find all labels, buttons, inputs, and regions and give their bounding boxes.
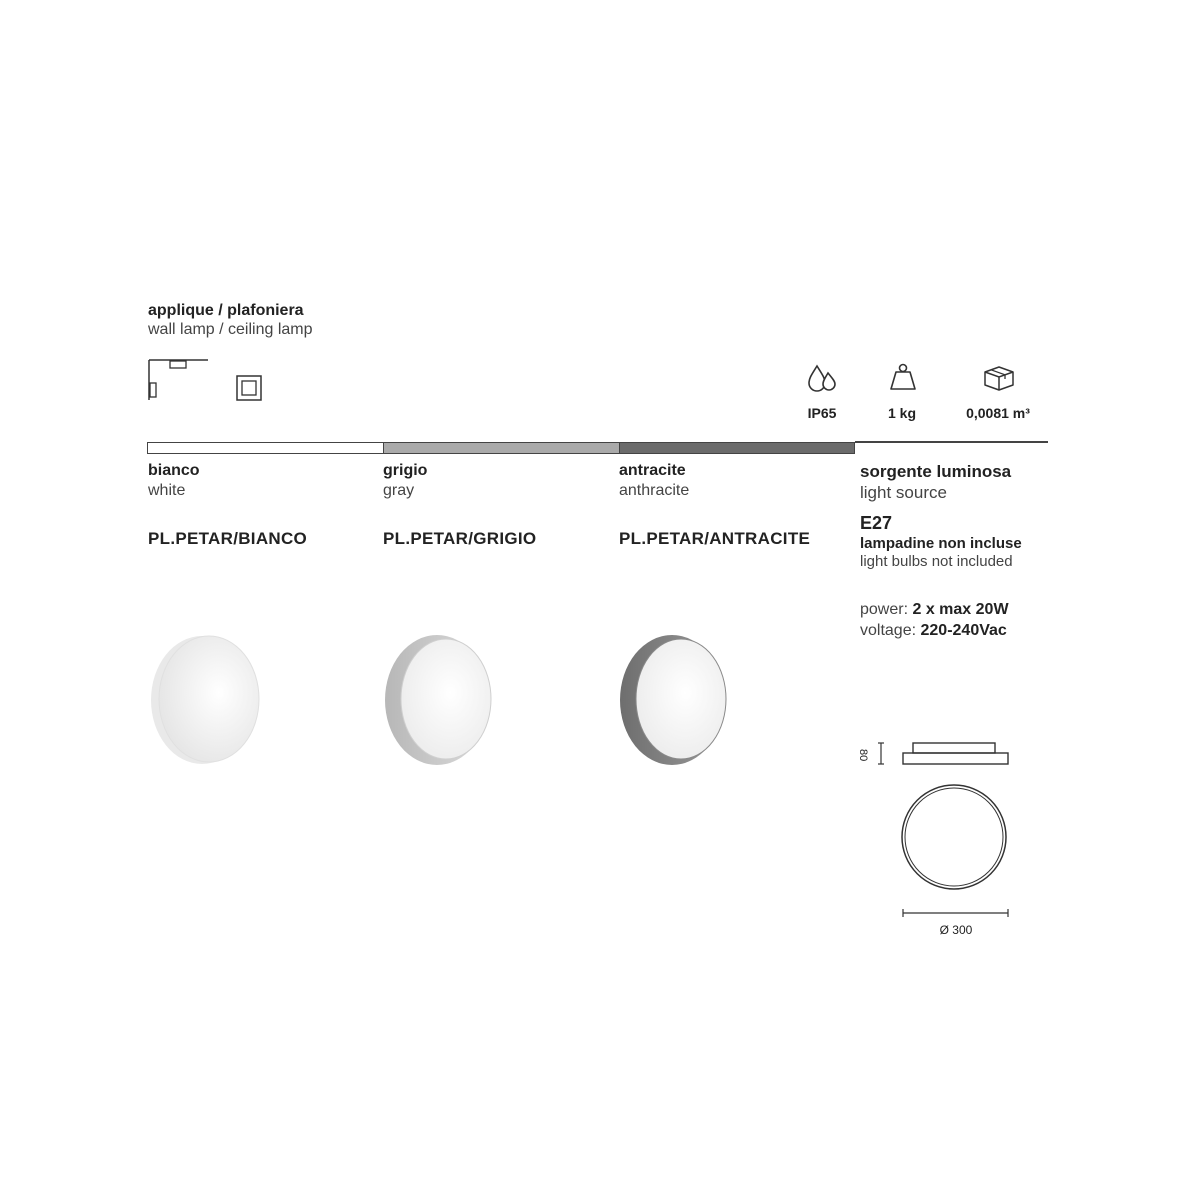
bulbs-note-en: light bulbs not included [860, 553, 1013, 570]
variant-name-en: white [148, 482, 186, 499]
power-row [860, 600, 1009, 619]
lamp-image-gray [380, 632, 505, 767]
light-source-title-it: sorgente luminosa [860, 462, 1012, 481]
weight-label: 1 kg [887, 405, 916, 421]
height-dimension: 80 [857, 749, 869, 762]
swatch-white [147, 442, 384, 454]
power-value: 2 x max 20W [912, 601, 1009, 618]
power-label: power: [860, 601, 909, 618]
volume-label: 0,0081 m³ [966, 405, 1030, 421]
variant-name-en: gray [383, 482, 415, 499]
voltage-row [860, 621, 1007, 640]
variant-name-it: antracite [619, 462, 686, 479]
swatch-gray [383, 442, 620, 454]
wall-mount-icon [146, 357, 216, 402]
side-view-drawing [870, 738, 1015, 770]
lamp-image-anthracite [615, 632, 740, 767]
variant-code: PL.PETAR/BIANCO [148, 529, 308, 548]
box-icon [982, 364, 1016, 392]
lamp-image-white [145, 632, 270, 767]
variant-name-it: bianco [148, 462, 200, 479]
ip-rating-label: IP65 [807, 405, 837, 421]
top-view-drawing [895, 782, 1015, 897]
bulbs-note-it: lampadine non incluse [860, 535, 1022, 552]
variant-name-en: anthracite [619, 482, 690, 499]
swatch-anthracite [619, 442, 855, 454]
variant-name-it: grigio [383, 462, 428, 479]
divider-line [855, 441, 1048, 443]
type-italian: applique / plafoniera [148, 302, 304, 319]
voltage-label: voltage: [860, 622, 917, 639]
water-drop-icon [806, 363, 838, 393]
type-english: wall lamp / ceiling lamp [148, 321, 313, 338]
weight-icon [888, 363, 918, 391]
diameter-label: Ø 300 [939, 923, 973, 937]
ceiling-mount-icon [236, 375, 263, 402]
variant-code: PL.PETAR/ANTRACITE [619, 529, 811, 548]
diameter-dimension-line [900, 906, 1012, 920]
variant-code: PL.PETAR/GRIGIO [383, 529, 537, 548]
light-source-title-en: light source [860, 483, 947, 502]
socket-type: E27 [860, 513, 893, 533]
voltage-value: 220-240Vac [920, 622, 1007, 639]
